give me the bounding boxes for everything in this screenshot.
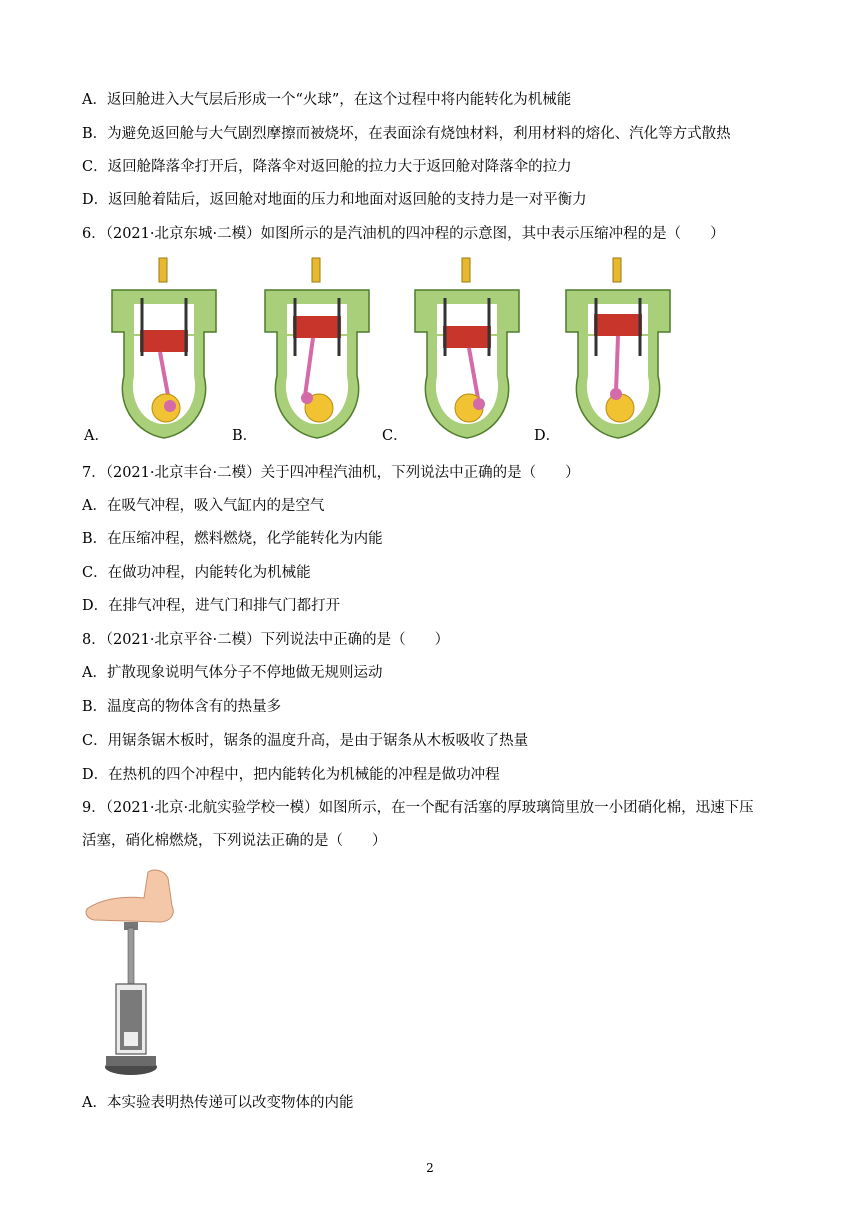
engine-stroke-figures [82, 256, 782, 446]
glass-cylinder-piston-figure [84, 862, 194, 1082]
q5-option-c: C．返回舱降落伞打开后，降落伞对返回舱的拉力大于返回舱对降落伞的拉力 [82, 159, 572, 175]
q6-label-a: A． [84, 428, 109, 444]
q6-stem: 6．（2021·北京东城·二模）如图所示的是汽油机的四冲程的示意图，其中表示压缩冲程的是（ ） [82, 226, 725, 242]
q8-option-a: A．扩散现象说明气体分子不停地做无规则运动 [82, 665, 383, 681]
q8-stem: 8．（2021·北京平谷·二模）下列说法中正确的是（ ） [82, 632, 450, 648]
q6-label-d: D． [534, 428, 561, 444]
q7-stem: 7．（2021·北京丰台·二模）关于四冲程汽油机，下列说法中正确的是（ ） [82, 465, 580, 481]
q5-option-d: D．返回舱着陆后，返回舱对地面的压力和地面对返回舱的支持力是一对平衡力 [82, 192, 587, 208]
engine-diagram-a [104, 256, 224, 446]
q6-label-b: B． [232, 428, 258, 444]
q9-stem-line2: 活塞，硝化棉燃烧，下列说法正确的是（ ） [82, 833, 387, 849]
q5-option-b: B．为避免返回舱与大气剧烈摩擦而被烧坏，在表面涂有烧蚀材料，利用材料的熔化、汽化等方式散热 [82, 126, 731, 142]
q7-option-d: D．在排气冲程，进气门和排气门都打开 [82, 598, 341, 614]
q7-option-c: C．在做功冲程，内能转化为机械能 [82, 565, 311, 581]
engine-diagram-c [407, 256, 527, 446]
q8-option-d: D．在热机的四个冲程中，把内能转化为机械能的冲程是做功冲程 [82, 767, 500, 783]
q7-option-a: A．在吸气冲程，吸入气缸内的是空气 [82, 498, 325, 514]
engine-diagram-d [558, 256, 678, 446]
q9-stem-line1: 9．（2021·北京·北航实验学校一模）如图所示，在一个配有活塞的厚玻璃筒里放一小团硝化棉，迅速下压 [82, 800, 754, 816]
page-number: 2 [426, 1161, 434, 1175]
q5-option-a: A．返回舱进入大气层后形成一个“火球”，在这个过程中将内能转化为机械能 [82, 92, 572, 108]
q6-label-c: C． [382, 428, 408, 444]
engine-diagram-b [257, 256, 377, 446]
q7-option-b: B．在压缩冲程，燃料燃烧，化学能转化为内能 [82, 531, 383, 547]
q8-option-c: C．用锯条锯木板时，锯条的温度升高，是由于锯条从木板吸收了热量 [82, 733, 529, 749]
q9-option-a: A．本实验表明热传递可以改变物体的内能 [82, 1095, 354, 1111]
q8-option-b: B．温度高的物体含有的热量多 [82, 699, 282, 715]
